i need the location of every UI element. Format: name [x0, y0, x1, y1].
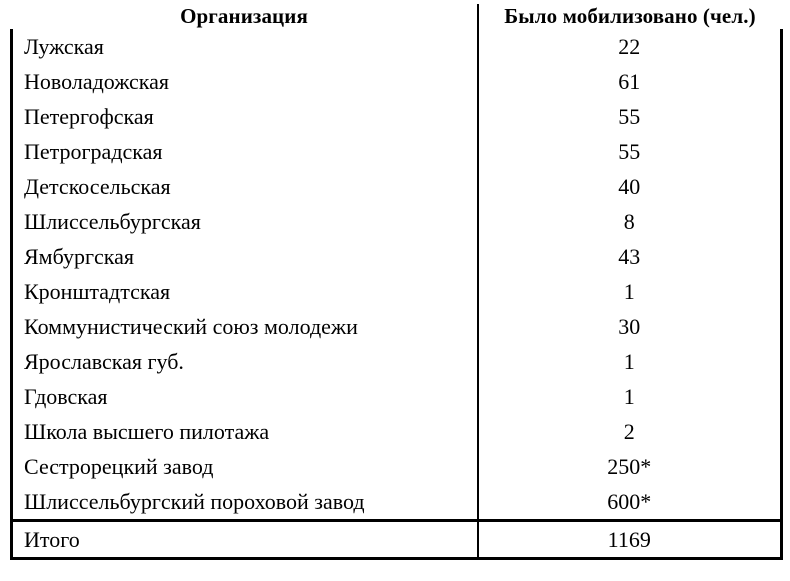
table-row	[12, 484, 782, 521]
cell-mobilized: 250*	[478, 449, 782, 484]
cell-organization: Кронштадтская	[12, 274, 478, 309]
cell-organization: Лужская	[12, 29, 478, 64]
table-row	[12, 449, 782, 484]
cell-organization: Гдовская	[12, 379, 478, 414]
cell-organization: Сестрорецкий завод	[12, 449, 478, 484]
header-cell-organization: Организация	[180, 4, 308, 28]
cell-organization: Шлиссельбургский пороховой завод	[12, 484, 478, 521]
table-row	[12, 99, 782, 134]
cell-organization: Детскосельская	[12, 169, 478, 204]
cell-organization: Новоладожская	[12, 64, 478, 99]
table-row	[12, 169, 782, 204]
cell-organization: Ямбургская	[12, 239, 478, 274]
cell-mobilized: 43	[478, 239, 782, 274]
header-row	[12, 4, 782, 29]
table-row	[12, 379, 782, 414]
cell-organization: Шлиссельбургская	[12, 204, 478, 239]
cell-organization: Петроградская	[12, 134, 478, 169]
table-row	[12, 414, 782, 449]
table-row	[12, 309, 782, 344]
cell-mobilized: 40	[478, 169, 782, 204]
table-row	[12, 239, 782, 274]
cell-mobilized: 2	[478, 414, 782, 449]
table-total-row	[12, 521, 782, 559]
cell-organization: Ярославская губ.	[12, 344, 478, 379]
table-row	[12, 204, 782, 239]
cell-mobilized: 1	[478, 274, 782, 309]
cell-organization: Петергофская	[12, 99, 478, 134]
table-row	[12, 29, 782, 64]
cell-mobilized: 1	[478, 379, 782, 414]
cell-mobilized: 600*	[478, 484, 782, 521]
cell-mobilized: 55	[478, 134, 782, 169]
mobilization-table	[10, 4, 783, 560]
cell-mobilized: 30	[478, 309, 782, 344]
cell-mobilized: 1	[478, 344, 782, 379]
cell-mobilized: 8	[478, 204, 782, 239]
cell-mobilized: 61	[478, 64, 782, 99]
cell-organization: Школа высшего пилотажа	[12, 414, 478, 449]
table-row	[12, 274, 782, 309]
cell-mobilized: 22	[478, 29, 782, 64]
cell-total-label: Итого	[12, 521, 478, 559]
cell-total-value: 1169	[478, 521, 782, 559]
cell-organization: Коммунистический союз молодежи	[12, 309, 478, 344]
table-row	[12, 64, 782, 99]
table-body	[12, 29, 782, 559]
table-row	[12, 134, 782, 169]
table-row	[12, 344, 782, 379]
cell-mobilized: 55	[478, 99, 782, 134]
header-cell-mobilized: Было мобилизовано (чел.)	[478, 4, 782, 29]
table-header	[12, 4, 782, 29]
